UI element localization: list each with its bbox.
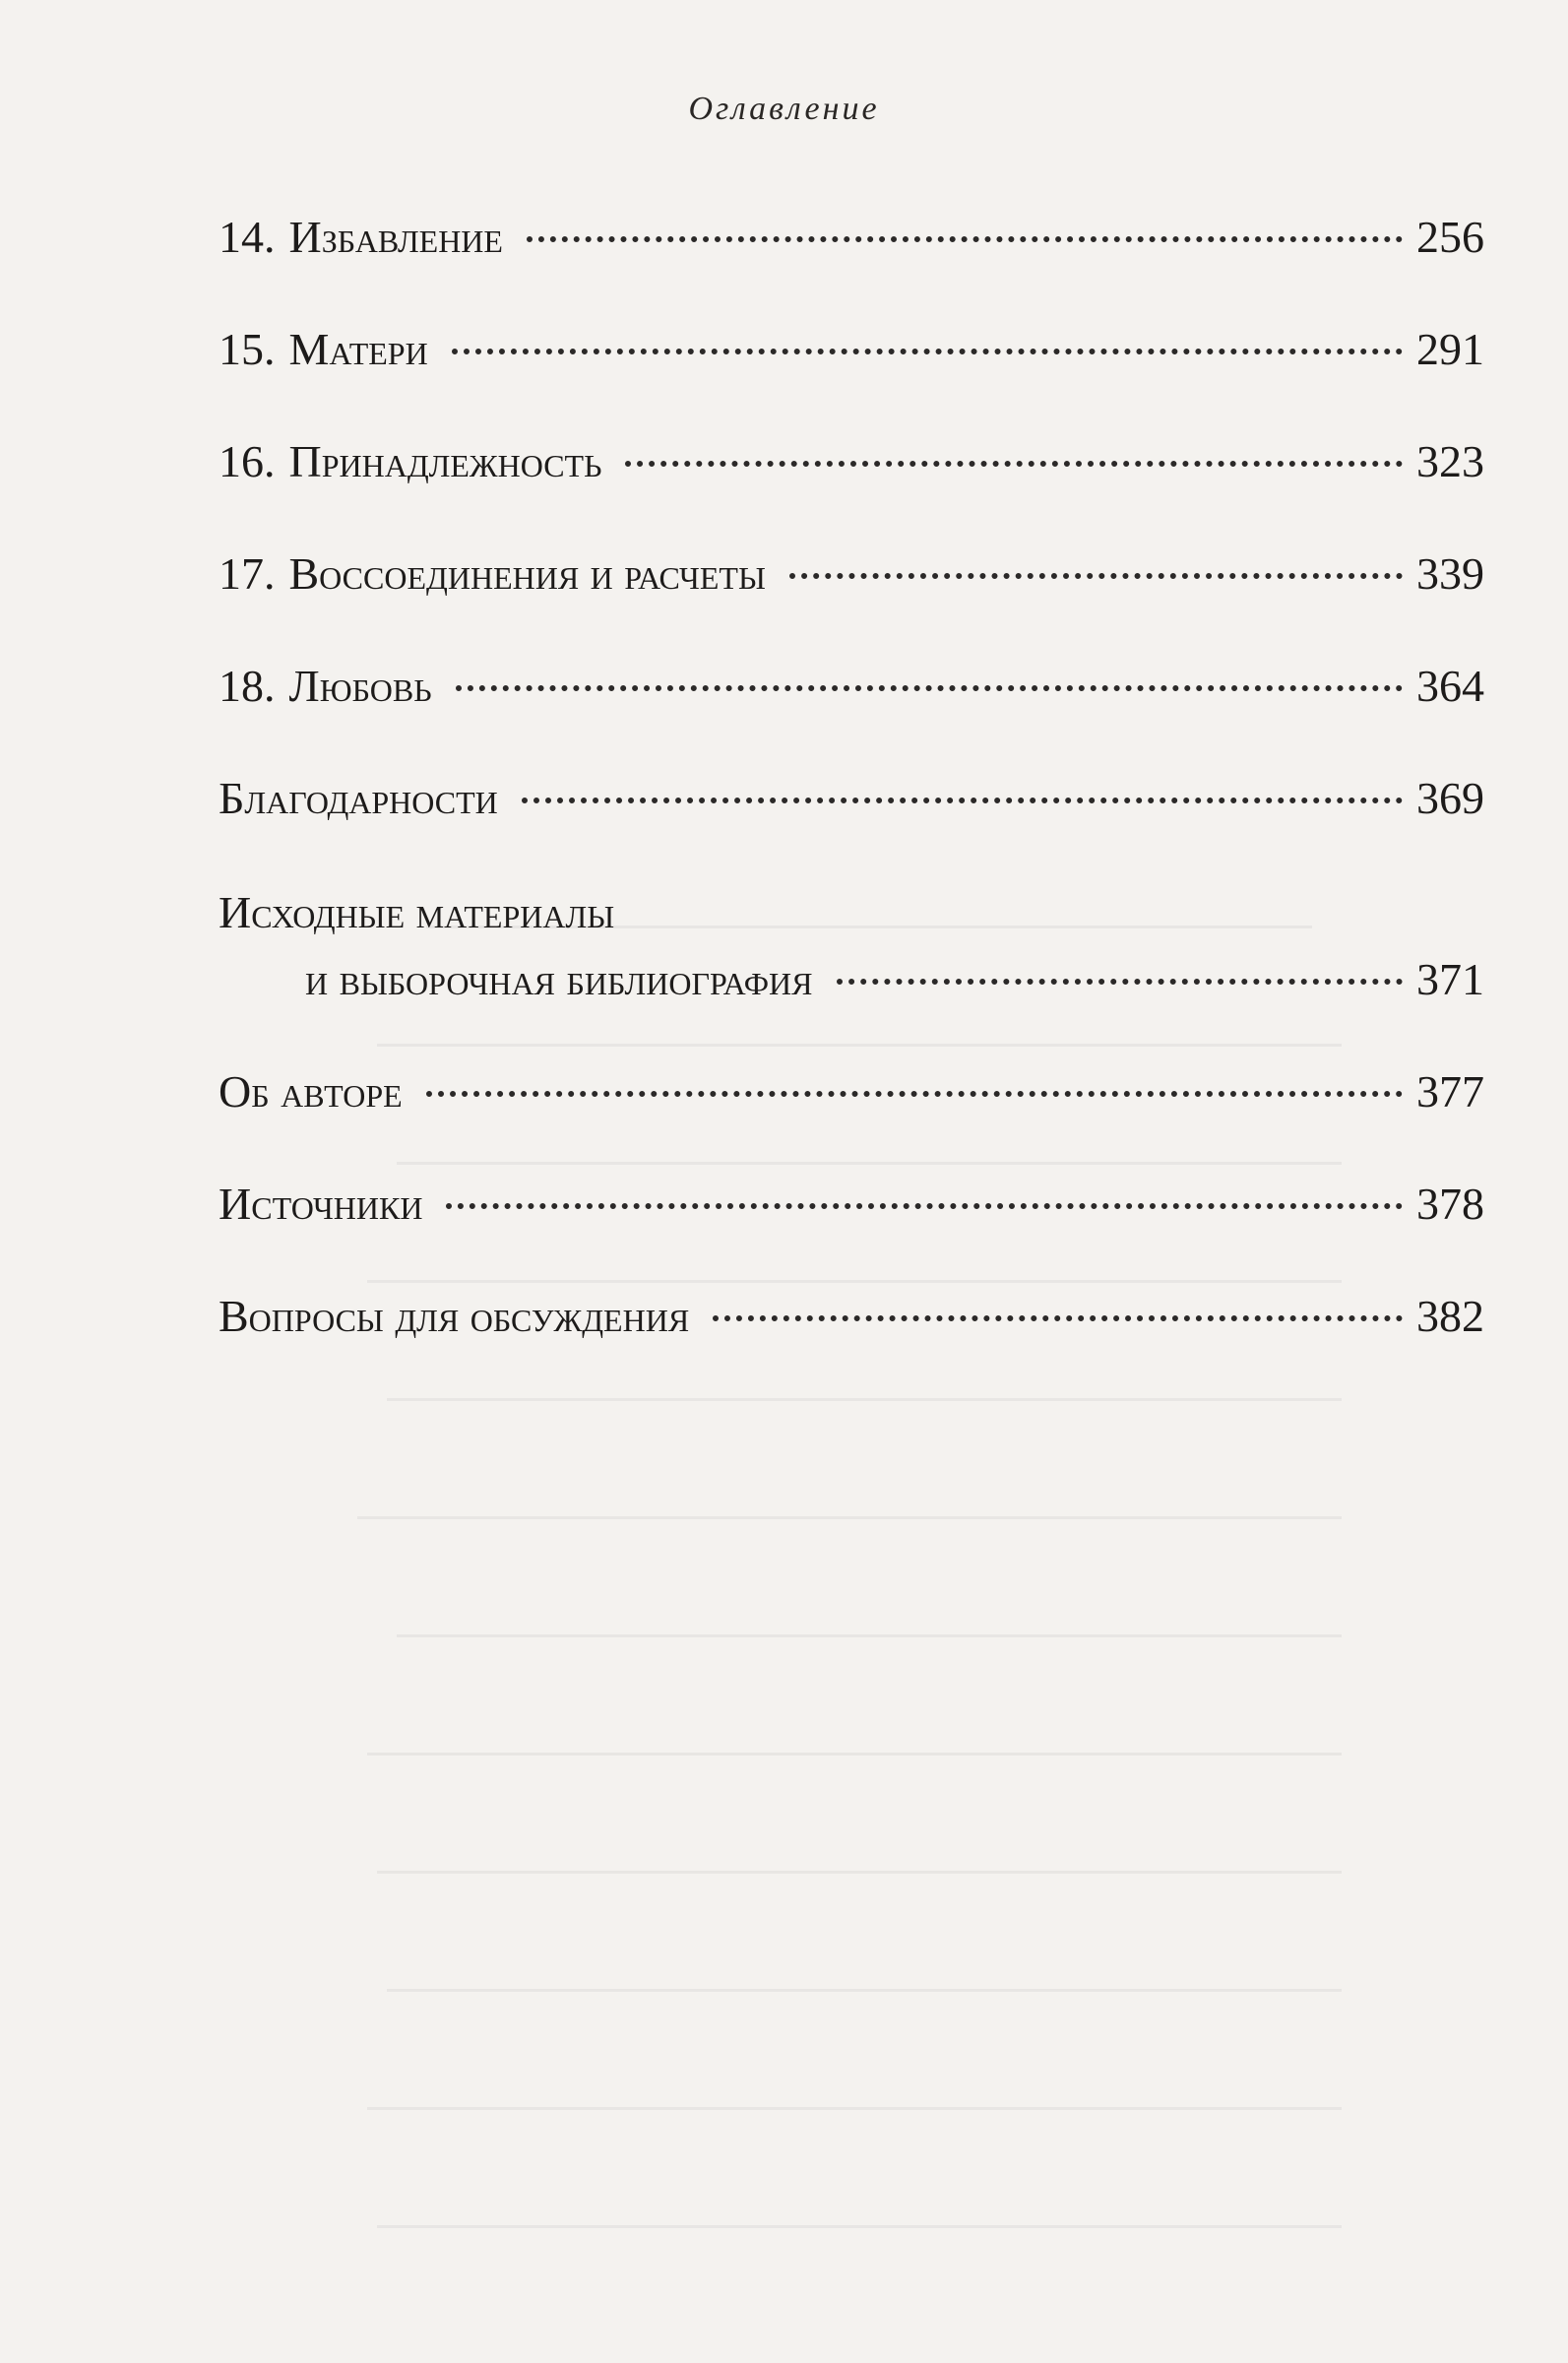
toc-entry [219,770,1484,827]
toc-entry [219,1288,1484,1345]
toc-entry-title: Любовь [288,661,432,711]
toc-entry [219,209,1484,266]
leader-dots [426,1091,1403,1097]
leader-dots [456,685,1403,691]
toc-entry-number: 16. [219,436,276,486]
toc-entry [219,545,1484,603]
leader-dots [527,236,1403,242]
toc-entry [219,658,1484,715]
leader-dots [713,1315,1403,1321]
toc-entry-number: 14. [219,212,276,262]
toc-entry [305,951,1484,1008]
running-head: Оглавление [688,91,880,127]
toc-entry-title: Об авторе [219,1066,403,1117]
toc-entry-title: Матери [288,324,428,374]
toc-entry-title: Вопросы для обсуждения [219,1291,690,1341]
leader-dots [837,979,1404,985]
toc-entry-title: Благодарности [219,773,498,823]
toc-entry [219,1176,1484,1233]
toc-entry-title: и выборочная библиография [305,954,813,1004]
toc-entry-page: 256 [1416,212,1484,262]
toc-entry-page: 323 [1416,436,1484,486]
leader-dots [522,798,1403,803]
leader-dots [452,349,1403,354]
toc-entry [219,321,1484,378]
toc-entry-page: 339 [1416,548,1484,599]
toc-entry-number: 17. [219,548,276,599]
toc-entry-page: 377 [1416,1066,1484,1117]
toc-entry-title: Источники [219,1179,423,1229]
leader-dots [625,461,1403,467]
toc-entry-number: 15. [219,324,276,374]
toc-entry-title: Воссоединения и расчеты [288,548,766,599]
leader-dots [789,573,1403,579]
toc-entry-title: Избавление [288,212,503,262]
toc-entry-number: 18. [219,661,276,711]
toc-entry-page: 369 [1416,773,1484,823]
toc-entry-page: 378 [1416,1179,1484,1229]
toc-entry-title-line1: Исходные материалы [219,887,615,937]
toc-entry-page: 382 [1416,1291,1484,1341]
toc-entry-page: 291 [1416,324,1484,374]
toc-entry-page: 364 [1416,661,1484,711]
toc-entry-title: Принадлежность [288,436,602,486]
toc-entry [219,433,1484,490]
toc-entry-page: 371 [1416,954,1484,1004]
toc-entry [219,1063,1484,1120]
leader-dots [446,1203,1403,1209]
